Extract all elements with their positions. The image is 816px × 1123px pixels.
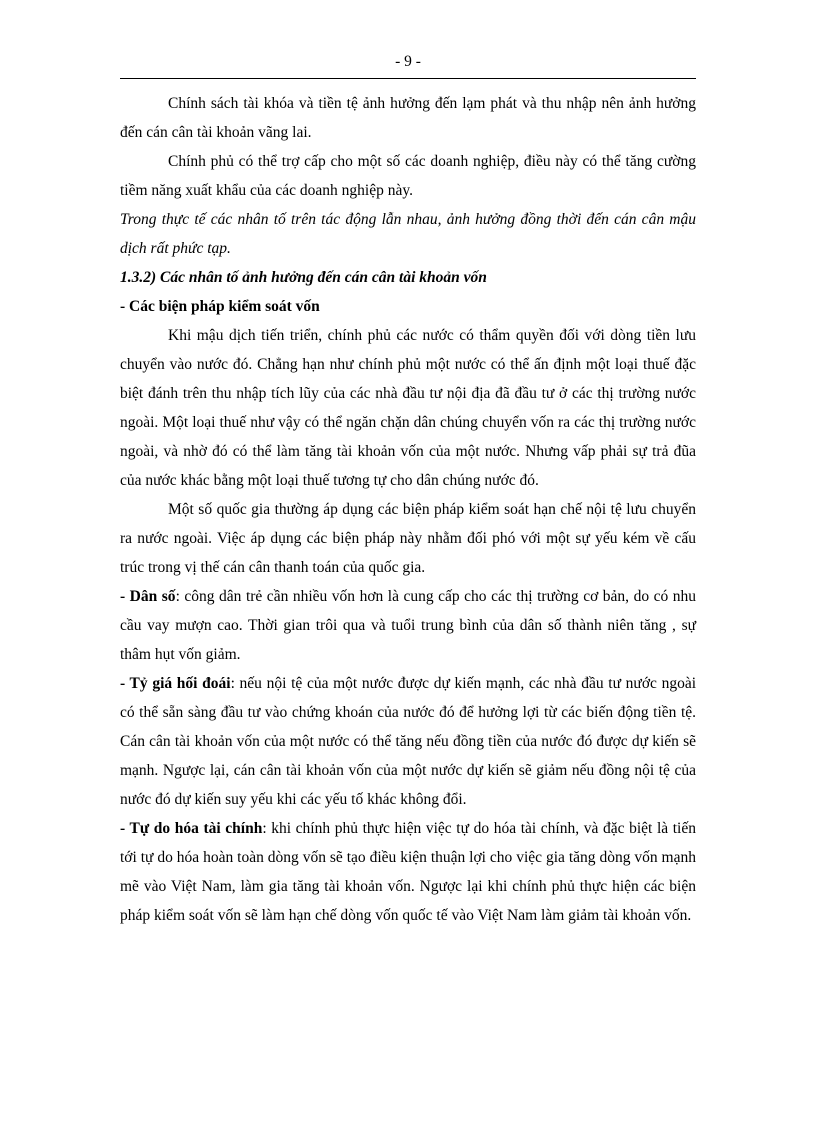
- paragraph-capital-controls: Khi mậu dịch tiến triển, chính phủ các nước có thẩm quyền đối với dòng tiền lưu chuyển vào nước đó. Chẳng hạn như chính phủ một nước có thể ấn định một loại thuế đặc biệt đánh trên thu nhập tích lũy của các nhà đầu tư nội địa đã đầu tư ở các thị trường nước ngoài. Một loại thuế như vậy có thể ngăn chặn dân chúng chuyển vốn ra các thị trường nước ngoài, và nhờ đó có thể làm tăng tài khoản vốn của một nước. Nhưng vấp phải sự trả đũa của nước khác bằng một loại thuế tương tự cho dân chúng nước đó.: [120, 327, 696, 489]
- header-divider: [120, 78, 696, 79]
- term-exchange-rate: - Tỷ giá hối đoái: [120, 675, 231, 692]
- paragraph-subsidy: Chính phủ có thể trợ cấp cho một số các doanh nghiệp, điều này có thể tăng cường tiềm năng xuất khẩu của các doanh nghiệp này.: [120, 153, 696, 199]
- paragraph-financial-liberalization: [120, 814, 696, 930]
- population-text: : công dân trẻ cần nhiều vốn hơn là cung cấp cho các thị trường cơ bản, do có nhu cầu vay mượn cao. Thời gian trôi qua và tuổi trung bình của dân số thành niên tăng , sự thâm hụt vốn giảm.: [120, 588, 696, 663]
- term-population: - Dân số: [120, 588, 176, 605]
- term-financial-liberalization: - Tự do hóa tài chính: [120, 820, 263, 837]
- financial-liberalization-text: : khi chính phủ thực hiện việc tự do hóa tài chính, và đặc biệt là tiến tới tự do hóa hoàn toàn dòng vốn sẽ tạo điều kiện thuận lợi cho việc gia tăng dòng vốn mạnh mẽ vào Việt Nam, làm gia tăng tài khoản vốn. Ngược lại khi chính phủ thực hiện các biện pháp kiểm soát vốn sẽ làm hạn chế dòng vốn quốc tế vào Việt Nam làm giảm tài khoản vốn.: [120, 820, 696, 924]
- paragraph-fiscal-policy: Chính sách tài khóa và tiền tệ ảnh hưởng đến lạm phát và thu nhập nên ảnh hưởng đến cán cân tài khoản vãng lai.: [120, 95, 696, 141]
- exchange-rate-text: : nếu nội tệ của một nước được dự kiến mạnh, các nhà đầu tư nước ngoài có thể sẵn sàng đầu tư vào chứng khoán của nước đó để hưởng lợi từ các biến động tiền tệ. Cán cân tài khoản vốn của một nước có thể tăng nếu đồng tiền của nước đó được dự kiến sẽ mạnh. Ngược lại, cán cân tài khoản vốn của một nước dự kiến sẽ giảm nếu đồng nội tệ của nước đó dự kiến suy yếu khi các yếu tố khác không đổi.: [120, 675, 696, 808]
- document-body: [120, 89, 696, 930]
- page-number: - 9 -: [395, 53, 421, 70]
- paragraph-population: [120, 582, 696, 669]
- paragraph-restrictions: Một số quốc gia thường áp dụng các biện pháp kiểm soát hạn chế nội tệ lưu chuyển ra nước ngoài. Việc áp dụng các biện pháp này nhằm đối phó với một sự yếu kém về cấu trúc trong vị thế cán cân thanh toán của quốc gia.: [120, 501, 696, 576]
- section-heading: 1.3.2) Các nhân tố ảnh hưởng đến cán cân tài khoản vốn: [120, 269, 487, 286]
- paragraph-interaction-note: Trong thực tế các nhân tố trên tác động lẫn nhau, ảnh hưởng đồng thời đến cán cân mậu dịch rất phức tạp.: [120, 211, 696, 257]
- subsection-heading-capital-controls: - Các biện pháp kiểm soát vốn: [120, 298, 320, 315]
- paragraph-exchange-rate: [120, 669, 696, 814]
